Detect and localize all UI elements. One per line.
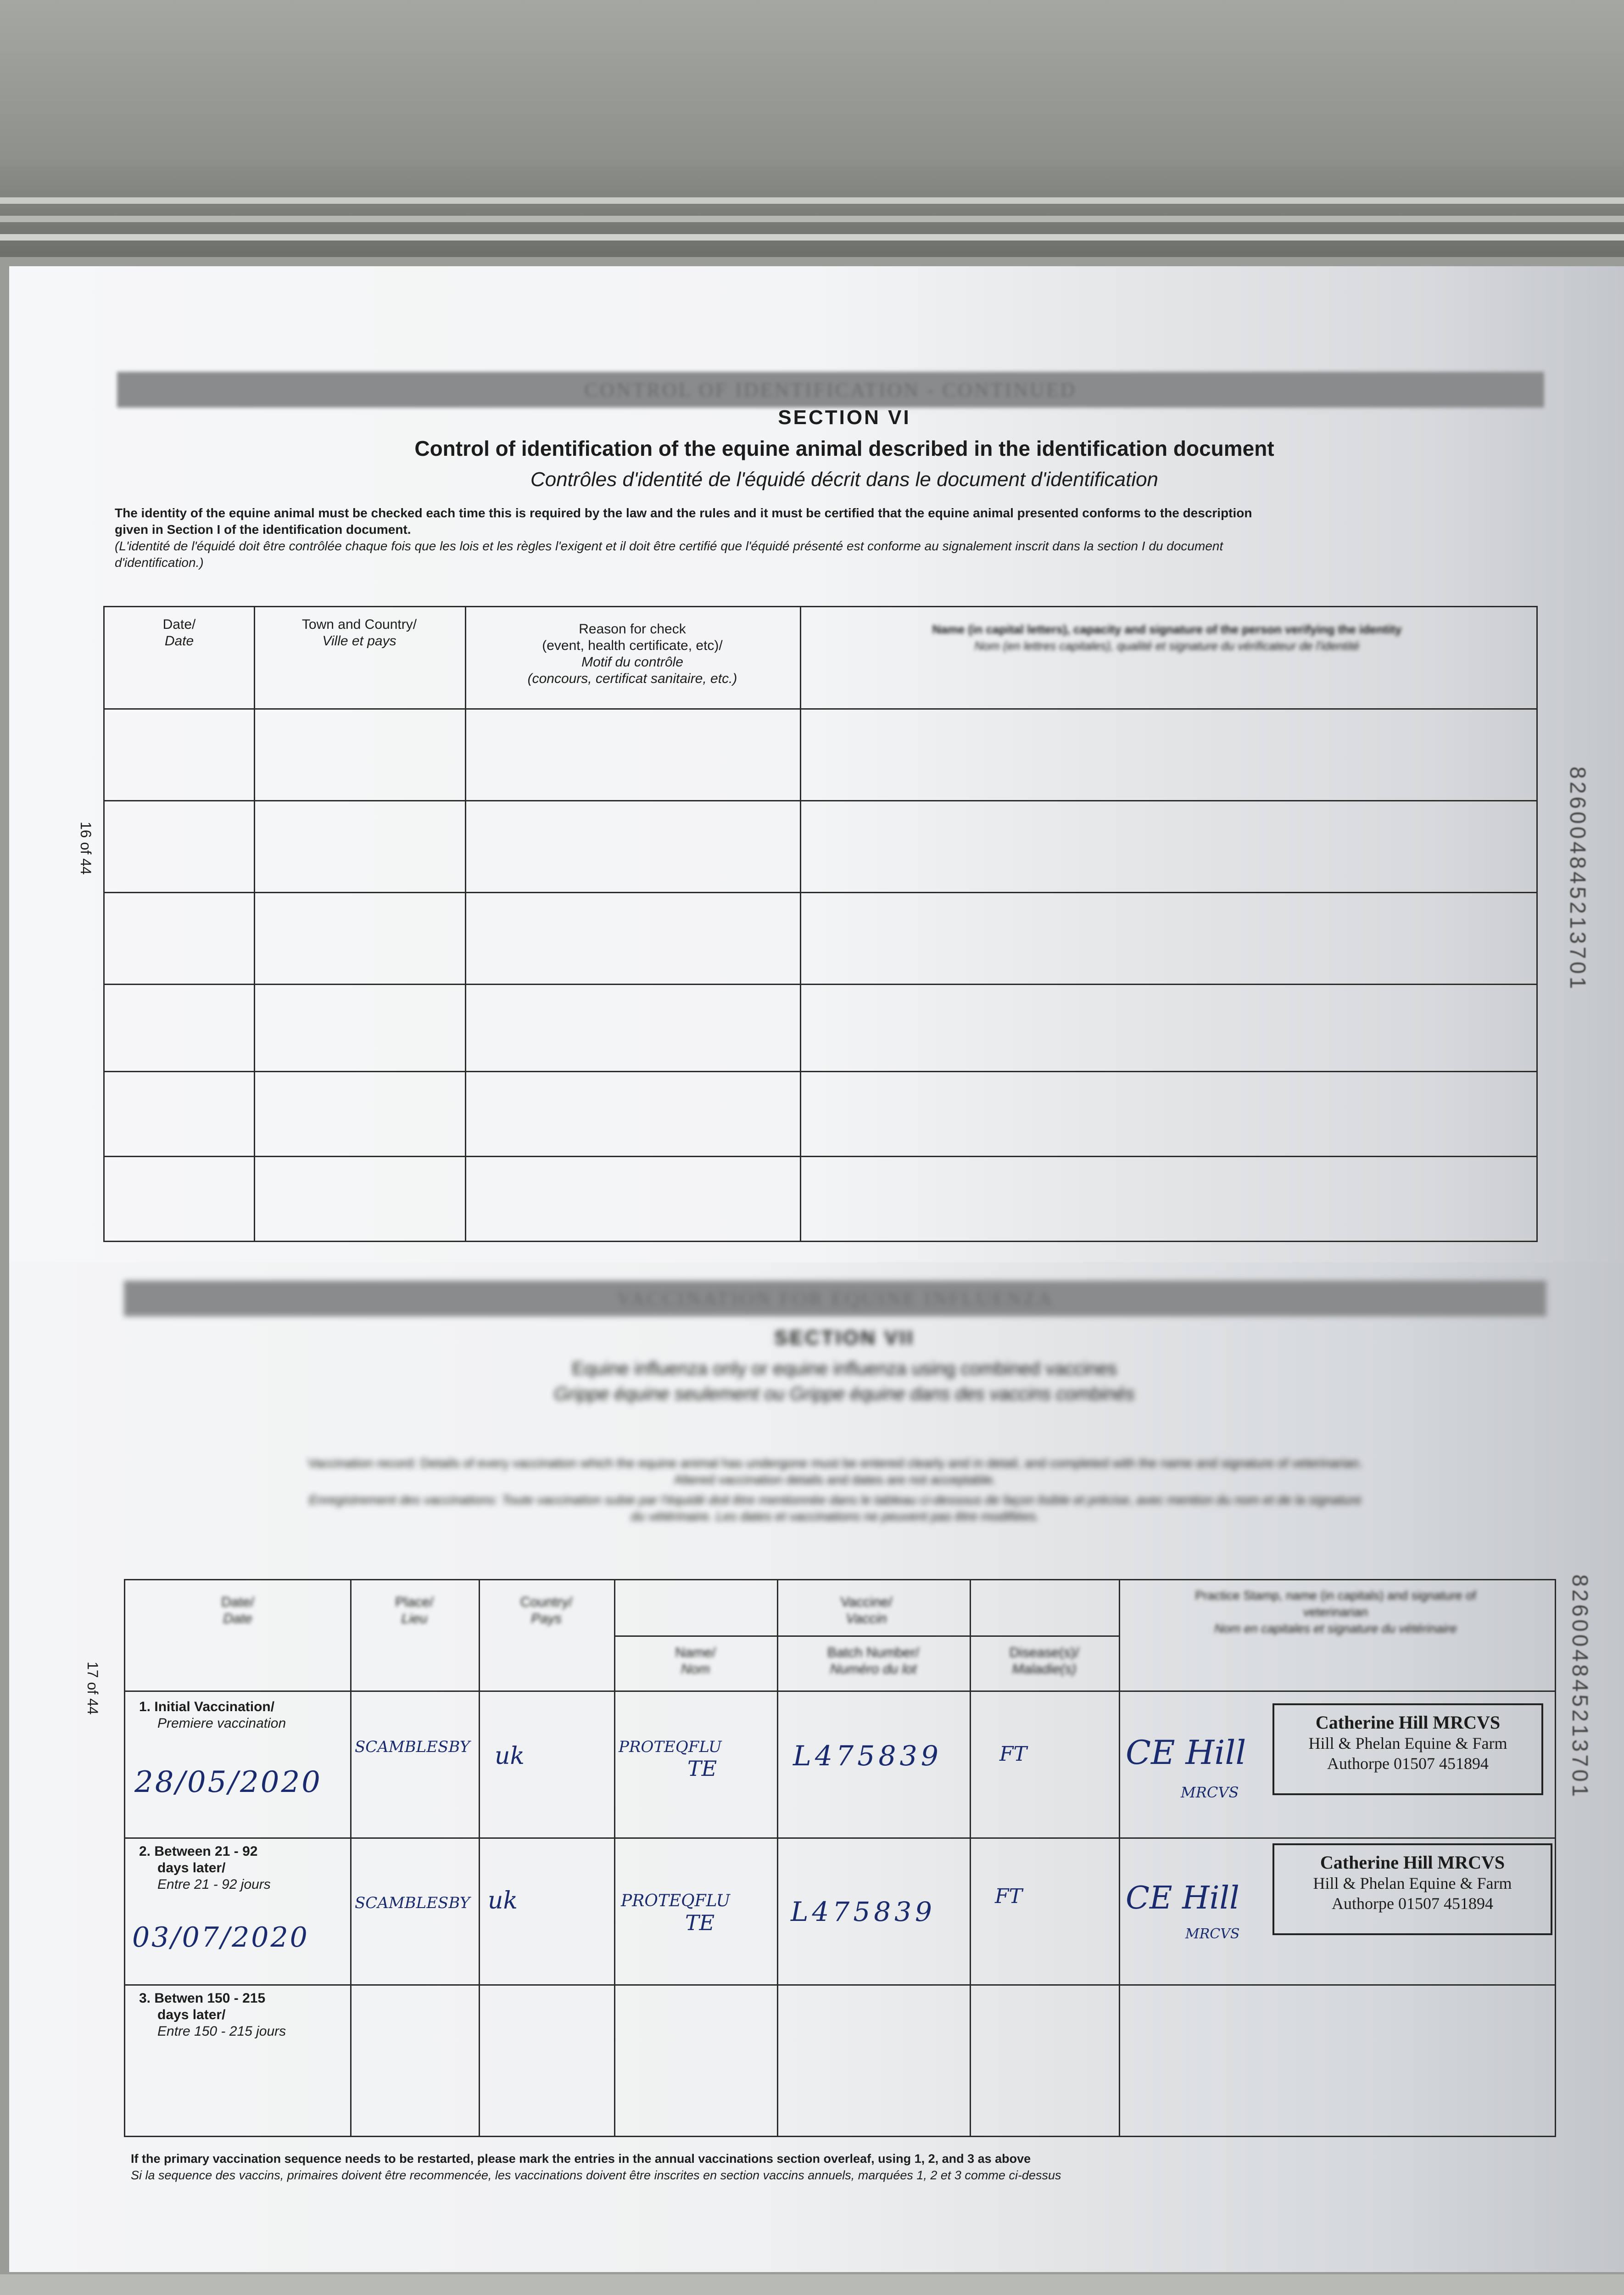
stamp-name: Catherine Hill MRCVS bbox=[1315, 1712, 1501, 1733]
page-number: 16 of 44 bbox=[78, 822, 94, 875]
header-date-fr: Date bbox=[223, 1611, 252, 1626]
header-vet-fr: Nom en capitales et signature du vétérinaire bbox=[1214, 1622, 1457, 1635]
header-vaccine-fr: Vaccin bbox=[846, 1611, 887, 1626]
row-label-fr: Entre 21 - 92 jours bbox=[157, 1877, 271, 1892]
header-date-fr: Date bbox=[164, 633, 194, 649]
instructions-en-line1: The identity of the equine animal must be checked each time this is required by the law and the rules and it must be certified that the equine animal presented conforms to the description bbox=[115, 506, 1252, 520]
country-entry[interactable]: uk bbox=[488, 1887, 518, 1914]
instructions-fr bbox=[124, 1492, 1546, 1525]
row-label-en: 1. Initial Vaccination/ bbox=[139, 1699, 275, 1714]
vaccine-name-entry[interactable] bbox=[619, 1738, 722, 1781]
place-entry[interactable]: SCAMBLESBY bbox=[355, 1894, 470, 1912]
sheet-edge bbox=[0, 197, 1624, 204]
header-batch bbox=[777, 1645, 970, 1678]
passport-page-17 bbox=[9, 1262, 1624, 2272]
header-vaccine-name-en: Name/ bbox=[675, 1645, 716, 1660]
header-batch-en: Batch Number/ bbox=[827, 1645, 920, 1660]
section-banner bbox=[117, 372, 1544, 408]
place-entry[interactable]: SCAMBLESBY bbox=[355, 1738, 470, 1756]
instructions-en-line2: Altered vaccination details and dates are not acceptable. bbox=[674, 1472, 996, 1487]
header-vaccine-en: Vaccine/ bbox=[840, 1595, 893, 1610]
header-town-fr: Ville et pays bbox=[322, 633, 396, 649]
header-country-en: Country/ bbox=[520, 1595, 573, 1610]
passport-page-16 bbox=[9, 266, 1624, 1262]
identity-checks-table bbox=[103, 606, 1538, 1242]
check-row-3[interactable] bbox=[105, 893, 1534, 984]
section-title-fr: Contrôles d'identité de l'équidé décrit dans le document d'identification bbox=[530, 468, 1159, 491]
vaccine-name-line1: PROTEQFLU bbox=[621, 1892, 730, 1910]
instructions-fr-line1: Enregistrement des vaccinations: Toute vaccination subie par l'équidé doit être mentionnée dans le tableau ci-dessous de façon lisible et précise, avec mention du nom et de la signature bbox=[309, 1493, 1362, 1507]
stamp-practice: Hill & Phelan Equine & Farm bbox=[1308, 1734, 1507, 1752]
stamp-address: Authorpe 01507 451894 bbox=[1327, 1754, 1489, 1773]
sheet-edge bbox=[0, 216, 1624, 222]
instructions-fr-line2: d'identification.) bbox=[115, 555, 204, 570]
header-town-en: Town and Country/ bbox=[301, 617, 417, 632]
vet-initials: MRCVS bbox=[1185, 1926, 1240, 1942]
scanner-bottom-edge bbox=[0, 2274, 1624, 2295]
header-reason-fr-2: (concours, certificat sanitaire, etc.) bbox=[527, 671, 737, 686]
vaccine-name-entry[interactable] bbox=[621, 1892, 730, 1935]
section-title-en: Control of identification of the equine animal described in the identification document bbox=[414, 437, 1274, 460]
footnote-fr: Si la sequence des vaccins, primaires doivent être recommencée, les vaccinations doivent être inscrites en section vaccins annuels, marquées 1, 2 et 3 comme ci-dessus bbox=[131, 2168, 1061, 2182]
header-date bbox=[125, 1594, 350, 1627]
section-banner bbox=[124, 1281, 1546, 1316]
header-date-en: Date/ bbox=[162, 617, 196, 632]
country-entry[interactable]: uk bbox=[495, 1742, 525, 1770]
header-place-en: Place/ bbox=[395, 1595, 434, 1610]
header-verifier bbox=[800, 621, 1534, 654]
vaccination-row-2[interactable] bbox=[125, 1839, 1552, 1984]
batch-entry[interactable]: L475839 bbox=[791, 1896, 936, 1927]
header-disease-en: Disease(s)/ bbox=[1009, 1645, 1079, 1660]
vet-signature: CE Hill bbox=[1126, 1880, 1239, 1916]
check-row-2[interactable] bbox=[105, 801, 1534, 892]
footnote bbox=[131, 2150, 1553, 2183]
banner-text: VACCINATION FOR EQUINE INFLUENZA bbox=[616, 1287, 1054, 1310]
stamp-name: Catherine Hill MRCVS bbox=[1320, 1852, 1505, 1873]
row-label-en-1: 2. Between 21 - 92 bbox=[139, 1844, 258, 1859]
vet-signature: CE Hill bbox=[1126, 1733, 1246, 1772]
header-disease-fr: Maladie(s) bbox=[1012, 1662, 1077, 1677]
header-reason-fr-1: Motif du contrôle bbox=[581, 655, 683, 670]
header-vaccine-name bbox=[614, 1645, 777, 1678]
vet-initials: MRCVS bbox=[1181, 1784, 1239, 1801]
header-country bbox=[479, 1594, 614, 1627]
row-label-fr: Entre 150 - 215 jours bbox=[157, 2024, 286, 2039]
vaccine-name-line1: PROTEQFLU bbox=[619, 1738, 722, 1756]
check-row-6[interactable] bbox=[105, 1157, 1534, 1238]
row-label bbox=[139, 1990, 286, 2040]
stamp-address: Authorpe 01507 451894 bbox=[1332, 1894, 1493, 1913]
section-title-en: Equine influenza only or equine influenza using combined vaccines bbox=[572, 1359, 1117, 1379]
header-batch-fr: Numéro du lot bbox=[830, 1662, 917, 1677]
footnote-en: If the primary vaccination sequence needs to be restarted, please mark the entries in the annual vaccinations section overleaf, using 1, 2, and 3 as above bbox=[131, 2152, 1031, 2166]
check-row-1[interactable] bbox=[105, 710, 1534, 800]
header-reason-en-1: Reason for check bbox=[579, 621, 686, 637]
row-label-fr: Premiere vaccination bbox=[157, 1716, 286, 1731]
header-date-en: Date/ bbox=[221, 1595, 254, 1610]
instructions-en-line2: given in Section I of the identification document. bbox=[115, 522, 411, 537]
instructions-fr-line2: du vétérinaire. Les dates et vaccinations ne peuvent pas être modifiées. bbox=[631, 1509, 1040, 1523]
passport-number-side: 826004845213701 bbox=[1565, 767, 1590, 992]
header-town bbox=[254, 616, 465, 649]
instructions-en bbox=[115, 505, 1546, 538]
header-vet-en-1: Practice Stamp, name (in capitals) and signature of bbox=[1195, 1589, 1476, 1602]
row-label bbox=[139, 1699, 286, 1732]
vaccination-row-3[interactable] bbox=[125, 1986, 1552, 2133]
vaccine-name-line2: TE bbox=[687, 1756, 717, 1781]
header-date bbox=[105, 616, 254, 649]
practice-stamp bbox=[1272, 1843, 1552, 1935]
row-label-en-1: 3. Betwen 150 - 215 bbox=[139, 1991, 266, 2006]
section-title-fr: Grippe équine seulement ou Grippe équine dans des vaccins combinés bbox=[554, 1384, 1135, 1404]
section-heading: SECTION VI bbox=[778, 406, 911, 429]
section-heading: SECTION VII bbox=[774, 1327, 915, 1349]
stamp-practice: Hill & Phelan Equine & Farm bbox=[1313, 1874, 1512, 1892]
vaccine-name-line2: TE bbox=[685, 1910, 715, 1935]
disease-entry[interactable]: FT bbox=[999, 1742, 1027, 1766]
header-vet bbox=[1119, 1587, 1552, 1637]
check-row-4[interactable] bbox=[105, 985, 1534, 1071]
header-reason-en-2: (event, health certificate, etc)/ bbox=[542, 638, 723, 653]
row-label-en-2: days later/ bbox=[157, 2007, 226, 2022]
header-verifier-fr: Nom (en lettres capitales), qualité et signature du vérificateur de l'identité bbox=[974, 639, 1360, 653]
date-entry[interactable]: 28/05/2020 bbox=[134, 1765, 322, 1799]
header-place-fr: Lieu bbox=[401, 1611, 428, 1626]
header-disease bbox=[970, 1645, 1119, 1678]
page-number: 17 of 44 bbox=[84, 1662, 101, 1715]
instructions-fr-line1: (L'identité de l'équidé doit être contrôlée chaque fois que les lois et les règles l'exigent et il doit être certifié que l'équidé présenté est conforme au signalement inscrit dans la section I du document bbox=[115, 539, 1223, 553]
header-verifier-en: Name (in capital letters), capacity and signature of the person verifying the identity bbox=[932, 622, 1402, 636]
header-reason bbox=[465, 621, 800, 687]
disease-entry[interactable]: FT bbox=[995, 1885, 1022, 1908]
practice-stamp bbox=[1272, 1703, 1543, 1795]
date-entry[interactable]: 03/07/2020 bbox=[132, 1921, 309, 1954]
header-vet-en-2: veterinarian bbox=[1303, 1605, 1368, 1619]
header-vaccine-name-fr: Nom bbox=[681, 1662, 710, 1677]
vaccination-row-1[interactable] bbox=[125, 1692, 1552, 1837]
row-label bbox=[139, 1843, 271, 1893]
instructions-fr bbox=[115, 538, 1546, 571]
header-vaccine bbox=[614, 1594, 1119, 1627]
header-place bbox=[350, 1594, 479, 1627]
check-row-5[interactable] bbox=[105, 1072, 1534, 1156]
header-country-fr: Pays bbox=[531, 1611, 562, 1626]
passport-number-side: 826004845213701 bbox=[1568, 1574, 1592, 1800]
batch-entry[interactable]: L475839 bbox=[793, 1740, 942, 1772]
instructions-en-line1: Vaccination record: Details of every vaccination which the equine animal has undergone must be entered clearly and in detail, and completed with the name and signature of veterinarian. bbox=[307, 1456, 1363, 1470]
instructions-en bbox=[124, 1455, 1546, 1488]
banner-text: CONTROL OF IDENTIFICATION - CONTINUED bbox=[584, 378, 1077, 401]
row-label-en-2: days later/ bbox=[157, 1860, 226, 1875]
sheet-edge bbox=[0, 234, 1624, 241]
vaccination-table bbox=[124, 1579, 1556, 2137]
